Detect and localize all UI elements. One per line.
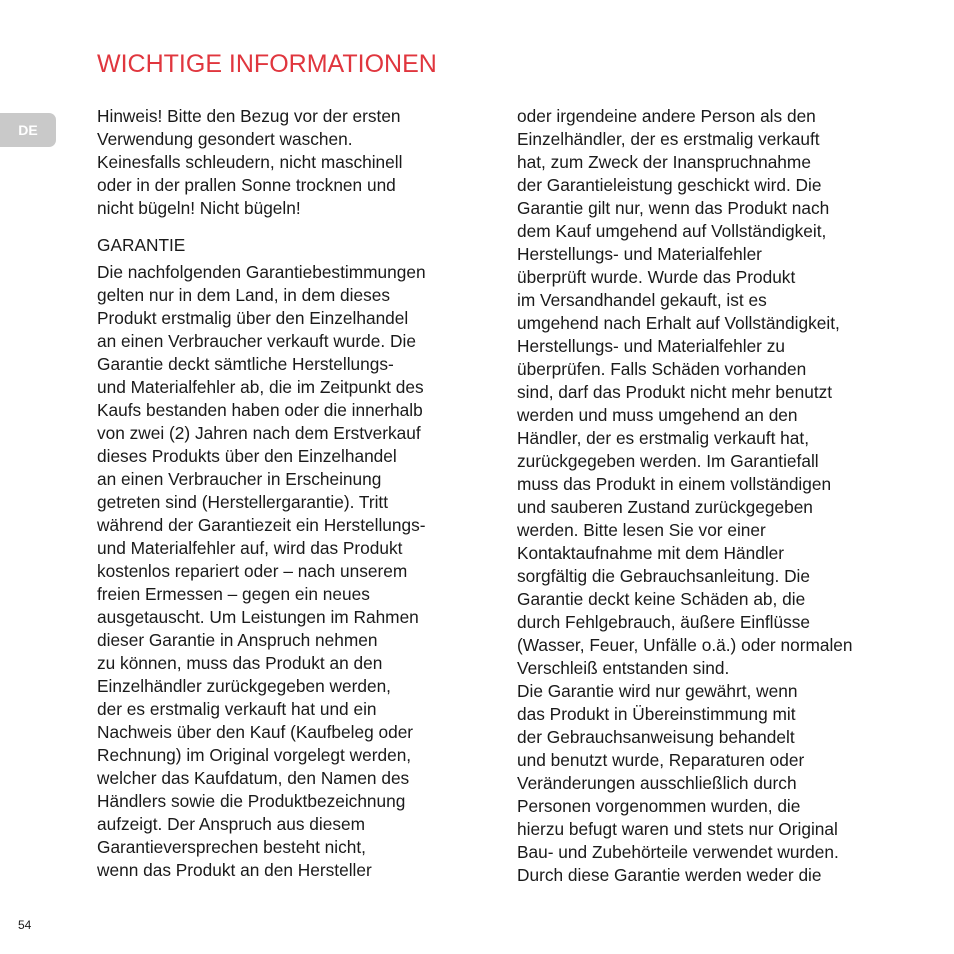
text-line: werden und muss umgehend an den [517,405,798,425]
text-line: Verschleiß entstanden sind. [517,658,730,678]
text-line: dem Kauf umgehend auf Vollständigkeit, [517,221,827,241]
text-line: Herstellungs- und Materialfehler [517,244,762,264]
text-line: (Wasser, Feuer, Unfälle o.ä.) oder normalen [517,635,853,655]
notice-line: Verwendung gesondert waschen. [97,129,353,149]
text-line: und sauberen Zustand zurückgegeben [517,497,813,517]
text-line: getreten sind (Herstellergarantie). Tritt [97,492,389,512]
text-line: oder irgendeine andere Person als den [517,106,816,126]
section-heading: GARANTIE [97,235,186,255]
page-number: 54 [18,918,32,932]
text-line: Händler, der es erstmalig verkauft hat, [517,428,810,448]
text-line: im Versandhandel gekauft, ist es [517,290,767,310]
text-line: Garantie gilt nur, wenn das Produkt nach [517,198,830,218]
text-line: dieses Produkts über den Einzelhandel [97,446,397,466]
text-line: Personen vorgenommen wurden, die [517,796,801,816]
text-line: Durch diese Garantie werden weder die [517,865,822,885]
text-line: zurückgegeben werden. Im Garantiefall [517,451,819,471]
text-line: Nachweis über den Kauf (Kaufbeleg oder [97,722,414,742]
text-line: hierzu befugt waren und stets nur Original [517,819,838,839]
text-line: sorgfältig die Gebrauchsanleitung. Die [517,566,810,586]
text-line: Garantie deckt sämtliche Herstellungs- [97,354,394,374]
text-line: von zwei (2) Jahren nach dem Erstverkauf [97,423,421,443]
text-line: Garantie deckt keine Schäden ab, die [517,589,806,609]
text-line: Garantieversprechen besteht nicht, [97,837,366,857]
text-line: sind, darf das Produkt nicht mehr benutzt [517,382,833,402]
text-line: Die Garantie wird nur gewährt, wenn [517,681,798,701]
text-line: wenn das Produkt an den Hersteller [97,860,372,880]
text-line: und Materialfehler auf, wird das Produkt [97,538,403,558]
page-title: WICHTIGE INFORMATIONEN [97,50,437,78]
text-line: das Produkt in Übereinstimmung mit [517,704,796,724]
text-line: der Garantieleistung geschickt wird. Die [517,175,822,195]
text-line: aufzeigt. Der Anspruch aus diesem [97,814,366,834]
text-line: Rechnung) im Original vorgelegt werden, [97,745,412,765]
text-line: Bau- und Zubehörteile verwendet wurden. [517,842,839,862]
text-line: Herstellungs- und Materialfehler zu [517,336,785,356]
text-line: Kontaktaufnahme mit dem Händler [517,543,785,563]
left-column [97,105,482,882]
text-line: Händlers sowie die Produktbezeichnung [97,791,406,811]
text-line: durch Fehlgebrauch, äußere Einflüsse [517,612,810,632]
text-line: überprüfen. Falls Schäden vorhanden [517,359,807,379]
text-line: und Materialfehler ab, die im Zeitpunkt des [97,377,424,397]
text-line: welcher das Kaufdatum, den Namen des [97,768,410,788]
text-line: hat, zum Zweck der Inanspruchnahme [517,152,811,172]
text-line: muss das Produkt in einem vollständigen [517,474,832,494]
language-tab [0,113,56,147]
text-line: kostenlos repariert oder – nach unserem [97,561,408,581]
text-line: während der Garantiezeit ein Herstellungs- [97,515,426,535]
text-line: dieser Garantie in Anspruch nehmen [97,630,378,650]
notice-line: nicht bügeln! Nicht bügeln! [97,198,301,218]
text-line: der Gebrauchsanweisung behandelt [517,727,795,747]
text-line: an einen Verbraucher in Erscheinung [97,469,382,489]
notice-line: Keinesfalls schleudern, nicht maschinell [97,152,403,172]
text-line: Einzelhändler zurückgegeben werden, [97,676,391,696]
text-line: Die nachfolgenden Garantiebestimmungen [97,262,426,282]
text-line: und benutzt wurde, Reparaturen oder [517,750,805,770]
text-line: freien Ermessen – gegen ein neues [97,584,370,604]
text-line: überprüft wurde. Wurde das Produkt [517,267,796,287]
text-line: umgehend nach Erhalt auf Vollständigkeit, [517,313,840,333]
notice-line: oder in der prallen Sonne trocknen und [97,175,396,195]
language-tab-label: DE [18,122,38,138]
notice-line: Hinweis! Bitte den Bezug vor der ersten [97,106,401,126]
text-line: Veränderungen ausschließlich durch [517,773,797,793]
text-line: Einzelhändler, der es erstmalig verkauft [517,129,820,149]
text-line: werden. Bitte lesen Sie vor einer [517,520,766,540]
text-line: zu können, muss das Produkt an den [97,653,383,673]
text-line: der es erstmalig verkauft hat und ein [97,699,377,719]
text-line: Produkt erstmalig über den Einzelhandel [97,308,409,328]
text-line: ausgetauscht. Um Leistungen im Rahmen [97,607,419,627]
notice-paragraph [97,105,482,220]
warranty-paragraph [97,261,482,882]
right-column [517,105,917,887]
text-line: gelten nur in dem Land, in dem dieses [97,285,391,305]
text-line: an einen Verbraucher verkauft wurde. Die [97,331,416,351]
text-line: Kaufs bestanden haben oder die innerhalb [97,400,423,420]
